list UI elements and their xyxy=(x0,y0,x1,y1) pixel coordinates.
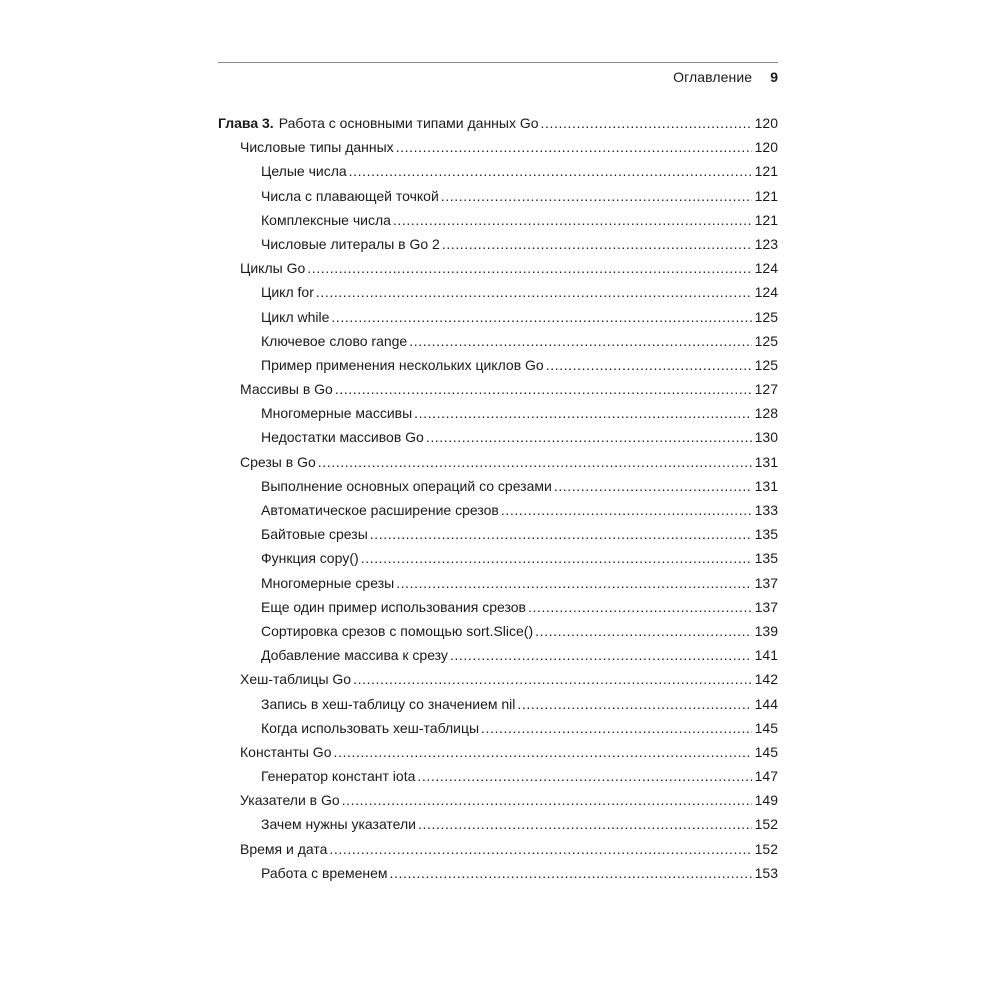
dot-leader xyxy=(409,331,751,351)
toc-entry-title: Еще один пример использования срезов xyxy=(261,598,526,615)
toc-entry-page: 145 xyxy=(754,719,778,736)
toc-entry-page: 120 xyxy=(754,115,778,131)
running-head-title: Оглавление xyxy=(673,69,753,85)
dot-leader xyxy=(329,839,751,859)
dot-leader xyxy=(517,694,751,714)
toc-entry xyxy=(218,742,778,766)
toc-entry xyxy=(218,427,778,451)
toc-entry xyxy=(218,863,778,887)
toc-entry-page: 131 xyxy=(754,477,778,494)
toc-entry-title: Многомерные срезы xyxy=(261,574,395,591)
toc-entry-title: Циклы Go xyxy=(240,260,306,277)
dot-leader xyxy=(361,548,752,568)
toc-entry-page: 145 xyxy=(754,743,778,760)
dot-leader xyxy=(541,113,752,133)
dot-leader xyxy=(316,282,752,302)
toc-entry xyxy=(218,282,778,306)
table-of-contents xyxy=(218,113,778,887)
dot-leader xyxy=(426,427,752,447)
toc-entry xyxy=(218,307,778,331)
dot-leader xyxy=(390,863,752,883)
dot-leader xyxy=(396,573,751,593)
toc-entry-title: Целые числа xyxy=(261,163,347,180)
toc-entry xyxy=(218,161,778,185)
toc-entry-page: 133 xyxy=(754,502,778,518)
toc-entry xyxy=(218,548,778,572)
dot-leader xyxy=(417,766,751,786)
dot-leader xyxy=(481,718,752,738)
toc-entry-page: 121 xyxy=(754,211,778,228)
toc-entry-page: 125 xyxy=(754,356,778,373)
toc-entry-title: Сортировка срезов с помощью sort.Slice() xyxy=(261,622,534,639)
toc-entry-title: Недостатки массивов Go xyxy=(261,429,424,446)
toc-entry-title: Зачем нужны указатели xyxy=(261,816,416,833)
toc-entry-page: 135 xyxy=(754,526,778,543)
toc-entry xyxy=(218,500,778,524)
dot-leader xyxy=(353,669,752,689)
toc-entry-page: 127 xyxy=(754,381,778,398)
toc-entry-page: 137 xyxy=(754,598,778,615)
toc-entry-title: Числовые типы данных xyxy=(240,139,394,156)
toc-entry-title: Комплексные числа xyxy=(261,211,391,228)
toc-entry-title: Генератор констант iota xyxy=(261,768,416,785)
toc-entry-title: Константы Go xyxy=(240,743,332,760)
book-page xyxy=(218,62,778,962)
toc-entry xyxy=(218,331,778,355)
dot-leader xyxy=(418,814,752,834)
toc-entry xyxy=(218,234,778,258)
toc-entry xyxy=(218,621,778,645)
toc-entry-title: Хеш-таблицы Go xyxy=(240,671,352,688)
dot-leader xyxy=(342,790,752,810)
toc-entry-page: 121 xyxy=(754,163,778,180)
toc-entry-page: 125 xyxy=(754,308,778,325)
dot-leader xyxy=(349,161,752,181)
dot-leader xyxy=(307,258,751,278)
dot-leader xyxy=(393,210,752,230)
toc-entry-page: 130 xyxy=(754,429,778,446)
dot-leader xyxy=(546,355,752,375)
toc-entry-page: 123 xyxy=(754,235,778,252)
toc-entry-title: Числовые литералы в Go 2 xyxy=(261,235,440,252)
dot-leader xyxy=(554,476,752,496)
dot-leader xyxy=(318,452,752,472)
toc-entry-title: Когда использовать хеш-таблицы xyxy=(261,719,480,736)
toc-entry xyxy=(218,476,778,500)
toc-entry-page: 152 xyxy=(754,816,778,833)
running-head xyxy=(673,69,778,85)
dot-leader xyxy=(450,645,752,665)
toc-entry xyxy=(218,597,778,621)
toc-entry-page: 121 xyxy=(754,187,778,204)
dot-leader xyxy=(396,137,752,157)
dot-leader xyxy=(414,403,751,423)
toc-entry-page: 128 xyxy=(754,405,778,422)
toc-entry-page: 135 xyxy=(754,550,778,567)
toc-entry-title: Выполнение основных операций со срезами xyxy=(261,477,552,494)
toc-entry-page: 142 xyxy=(754,671,778,688)
toc-entry xyxy=(218,452,778,476)
toc-entry-title: Числа с плавающей точкой xyxy=(261,187,439,204)
toc-chapter-entry xyxy=(218,113,778,137)
dot-leader xyxy=(535,621,752,641)
toc-entry-page: 125 xyxy=(754,332,778,349)
toc-entry-title: Срезы в Go xyxy=(240,453,316,470)
toc-entry-page: 120 xyxy=(754,139,778,156)
page-number: 9 xyxy=(770,69,778,85)
toc-entry-title: Цикл while xyxy=(261,308,330,325)
toc-entry-title: Байтовые срезы xyxy=(261,526,368,543)
toc-entry xyxy=(218,645,778,669)
toc-entry-title: Функция copy() xyxy=(261,550,359,567)
toc-entry-title: Указатели в Go xyxy=(240,792,340,809)
toc-entry-title: Цикл for xyxy=(261,284,314,301)
toc-entry-title: Пример применения нескольких циклов Go xyxy=(261,356,544,373)
toc-entry-page: 137 xyxy=(754,574,778,591)
dot-leader xyxy=(501,500,752,520)
header-rule xyxy=(218,62,778,63)
toc-entry xyxy=(218,403,778,427)
toc-entry-title: Массивы в Go xyxy=(240,381,333,398)
dot-leader xyxy=(442,234,752,254)
toc-entry-title: Работа с временем xyxy=(261,864,388,881)
toc-entry-page: 131 xyxy=(754,453,778,470)
toc-entry-page: 152 xyxy=(754,840,778,857)
toc-entry-page: 141 xyxy=(754,647,778,664)
toc-entry xyxy=(218,258,778,282)
dot-leader xyxy=(441,186,752,206)
toc-entry xyxy=(218,186,778,210)
dot-leader xyxy=(335,379,752,399)
toc-entry xyxy=(218,137,778,161)
toc-entry-title: Многомерные массивы xyxy=(261,405,413,422)
toc-entry-page: 153 xyxy=(754,864,778,881)
dot-leader xyxy=(334,742,752,762)
toc-entry-page: 144 xyxy=(754,695,778,712)
toc-entry xyxy=(218,669,778,693)
toc-entry-page: 124 xyxy=(754,260,778,277)
toc-entry xyxy=(218,524,778,548)
toc-entry xyxy=(218,210,778,234)
toc-entry xyxy=(218,355,778,379)
toc-entry xyxy=(218,814,778,838)
toc-entry-title: Запись в хеш-таблицу со значением nil xyxy=(261,695,516,712)
toc-entry xyxy=(218,379,778,403)
toc-entry-page: 139 xyxy=(754,622,778,639)
dot-leader xyxy=(331,307,751,327)
toc-entry-title: Работа с основными типами данных Go xyxy=(278,115,539,131)
toc-entry-title: Автоматическое расширение срезов xyxy=(261,502,499,518)
dot-leader xyxy=(370,524,752,544)
toc-entry-page: 124 xyxy=(754,284,778,301)
toc-entry xyxy=(218,573,778,597)
toc-entry xyxy=(218,718,778,742)
dot-leader xyxy=(528,597,752,617)
toc-entry-title: Время и дата xyxy=(240,840,328,857)
toc-entry-page: 147 xyxy=(754,768,778,785)
toc-entry xyxy=(218,766,778,790)
toc-entry-page: 149 xyxy=(754,792,778,809)
toc-chapter-label: Глава 3. xyxy=(218,115,274,131)
toc-entry-title: Ключевое слово range xyxy=(261,332,408,349)
toc-entry-title: Добавление массива к срезу xyxy=(261,647,448,664)
toc-entry xyxy=(218,839,778,863)
toc-entry xyxy=(218,694,778,718)
toc-entry xyxy=(218,790,778,814)
